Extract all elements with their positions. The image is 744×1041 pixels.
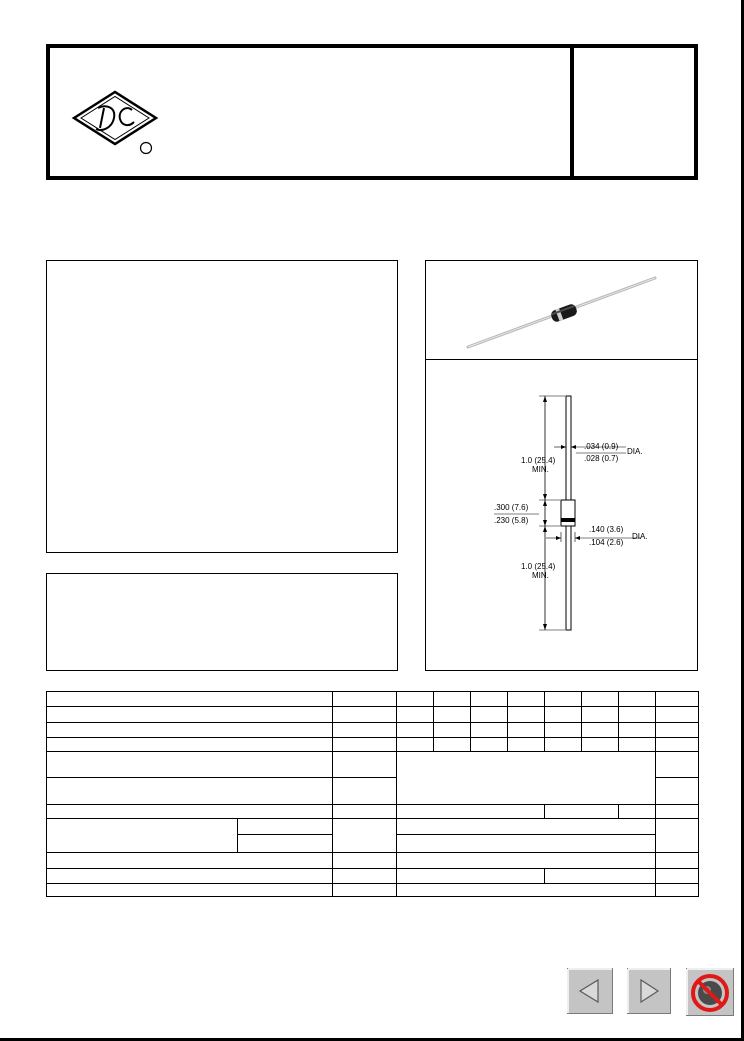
- table-row: [47, 751, 699, 778]
- body-length-max-label: .300 (7.6): [494, 503, 529, 512]
- lead-length-bottom-label: 1.0 (25.4): [521, 562, 556, 571]
- table-row: [47, 805, 699, 818]
- table-row: [47, 869, 699, 883]
- package-box: [425, 260, 698, 671]
- diode-photo: [426, 261, 697, 359]
- features-box: [46, 260, 398, 553]
- lead-dia-min-label: .028 (0.7): [584, 454, 619, 463]
- exit-icon: [693, 976, 727, 1010]
- body-dia-min-label: .104 (2.6): [589, 538, 624, 547]
- header-divider: [570, 48, 574, 176]
- body-length-min-label: .230 (5.8): [494, 516, 529, 525]
- lead-dia-label: DIA.: [627, 447, 643, 456]
- lead-dia-max-label: .034 (0.9): [584, 442, 619, 451]
- ratings-table: [46, 691, 699, 897]
- table-row: [47, 722, 699, 737]
- package-outline-drawing: [426, 361, 697, 671]
- table-row: [47, 883, 699, 896]
- mechanical-data-box: [46, 573, 398, 671]
- table-row: [47, 852, 699, 868]
- exit-button[interactable]: [686, 968, 734, 1016]
- lead-length-top-min-label: MIN.: [532, 465, 549, 474]
- table-row: [47, 738, 699, 751]
- body-dia-label: DIA.: [632, 532, 648, 541]
- table-row: [47, 707, 699, 722]
- dc-diamond-logo-icon: [70, 86, 166, 158]
- table-row: [47, 692, 699, 707]
- lead-length-bottom-min-label: MIN.: [532, 571, 549, 580]
- package-divider: [426, 359, 697, 360]
- body-dia-max-label: .140 (3.6): [589, 525, 624, 534]
- next-page-button[interactable]: [627, 968, 671, 1014]
- table-row: [47, 818, 699, 834]
- header-box: [46, 44, 698, 180]
- previous-page-button[interactable]: [567, 968, 613, 1014]
- lead-length-top-label: 1.0 (25.4): [521, 456, 556, 465]
